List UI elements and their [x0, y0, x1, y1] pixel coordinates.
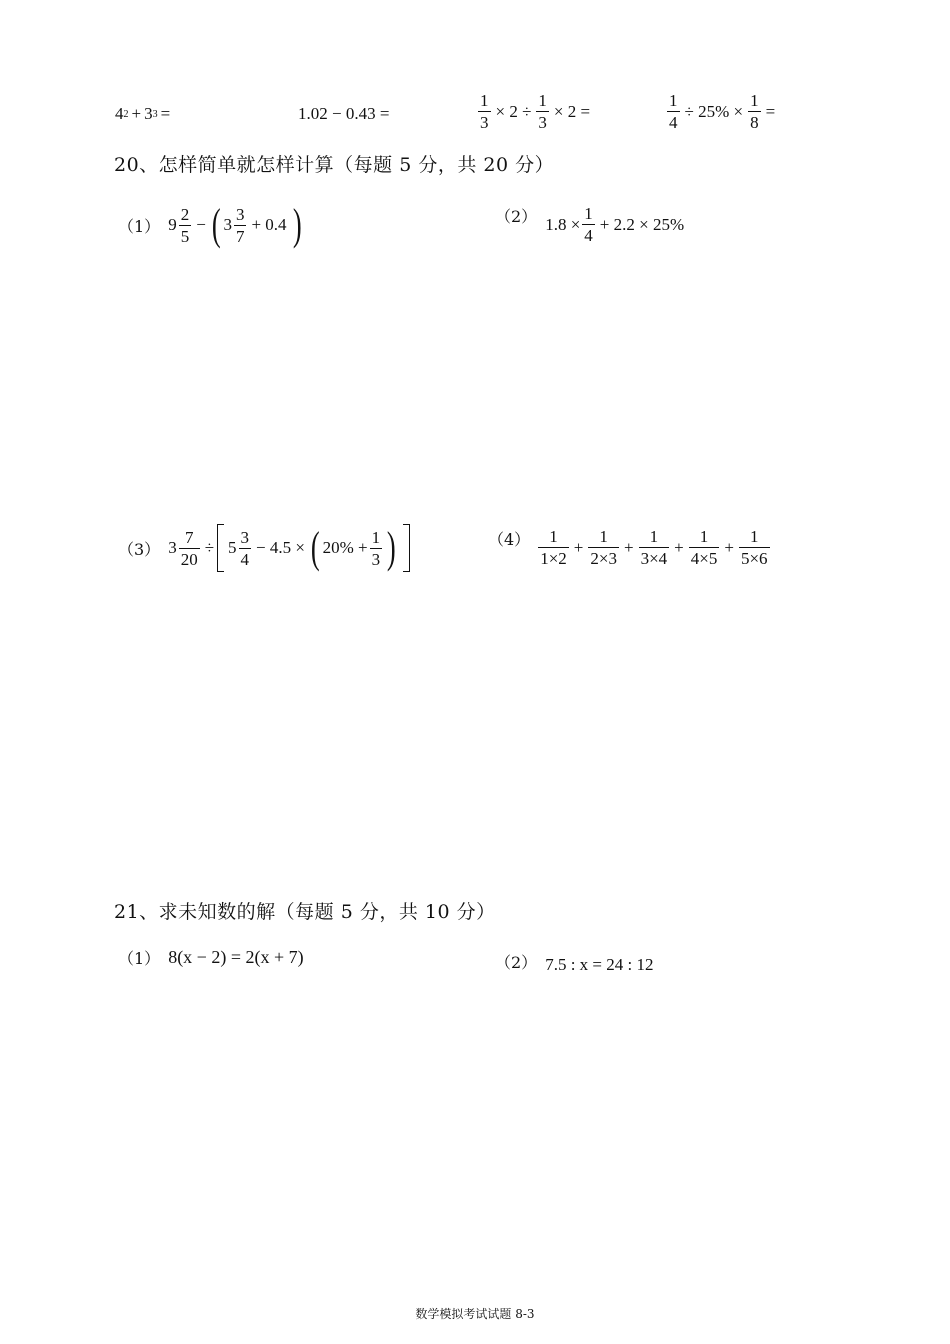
- problem-label: （3）: [118, 539, 161, 559]
- right-bracket: [403, 524, 410, 572]
- q20-problem-1: [118, 200, 304, 249]
- exponent-2: 3: [152, 108, 158, 120]
- fraction-term: $\frac{1}{5\times 6}$: [740, 527, 768, 568]
- calc-fraction-percent: [665, 92, 778, 131]
- equation: 7.5 : x = 24 : 12: [545, 955, 654, 974]
- fraction-term: $\frac{1}{4\times 5}$: [690, 527, 718, 568]
- calc-subtraction: 1.02 − 0.43 =: [298, 104, 390, 123]
- fraction: $\frac{3}{7}$: [235, 204, 245, 246]
- operators: ÷ 25% ×: [684, 101, 744, 121]
- equals-sign: =: [160, 104, 171, 123]
- fraction: $\frac{3}{4}$: [240, 527, 250, 569]
- q21-problem-1: [118, 946, 304, 969]
- fraction: $\frac{1}{3}$: [480, 91, 489, 132]
- fraction: $\frac{1}{3}$: [538, 91, 547, 132]
- fraction: $\frac{1}{8}$: [750, 91, 759, 132]
- problem-label: （2）: [495, 207, 538, 226]
- expression: 1.8 × $\frac{1}{4}$ + 2.2 × 25%: [545, 204, 685, 245]
- fraction: $\frac{1}{4}$: [584, 204, 593, 245]
- equation: 8(x − 2) = 2(x + 7): [168, 947, 304, 967]
- right-paren: ): [292, 200, 302, 249]
- problem-label: （1）: [118, 949, 161, 968]
- plus-sign: +: [131, 104, 142, 123]
- fraction: $\frac{1}{4}$: [669, 91, 678, 132]
- left-paren: (: [211, 200, 221, 249]
- expression: 3 $\frac{7}{20}$ ÷ 5 $\frac{3}{4}$ − 4.5 × ( 20% + $\frac{1}{3}$ ): [168, 524, 410, 572]
- expression: 9 $\frac{2}{5}$ − ( 3 $\frac{3}{7}$ + 0.4 ): [168, 200, 302, 249]
- page-footer: 数学模拟考试试题 8-3: [415, 1307, 535, 1321]
- calc-fraction-mult-div: [476, 92, 593, 131]
- plus-sign: +: [674, 537, 684, 557]
- fraction-term: $\frac{1}{1\times 2}$: [540, 527, 567, 568]
- left-paren: (: [310, 523, 320, 572]
- plus-sign: +: [573, 537, 584, 557]
- base-1: 4: [115, 104, 124, 123]
- problem-label: （2）: [495, 952, 538, 972]
- base-2: 3: [144, 104, 153, 123]
- fraction: $\frac{2}{5}$: [180, 204, 190, 246]
- q20-heading: 20、怎样简单就怎样计算（每题 5 分，共 20 分）: [114, 154, 555, 176]
- exponent-1: 2: [123, 108, 129, 120]
- q20-problem-4: [488, 528, 772, 567]
- q20-problem-2: [495, 205, 687, 244]
- fraction-term: $\frac{1}{2\times 3}$: [590, 527, 617, 568]
- operators: × 2 ÷: [495, 101, 532, 121]
- left-bracket: [217, 524, 224, 572]
- plus-sign: +: [623, 537, 634, 557]
- right-paren: ): [387, 523, 396, 572]
- expression: [536, 528, 771, 567]
- fraction: $\frac{1}{3}$: [371, 527, 381, 569]
- fraction-term: $\frac{1}{3\times 4}$: [640, 527, 668, 568]
- fraction: $\frac{7}{20}$: [180, 527, 198, 569]
- problem-label: （1）: [118, 216, 161, 236]
- plus-sign: +: [724, 537, 734, 557]
- calc-exponent: [115, 104, 173, 124]
- operators: × 2 =: [553, 101, 591, 121]
- equals-sign: =: [765, 101, 776, 121]
- q21-problem-2: [495, 947, 653, 975]
- q21-heading: 21、求未知数的解（每题 5 分，共 10 分）: [114, 901, 496, 923]
- q20-problem-3: [118, 524, 410, 572]
- problem-label: （4）: [488, 530, 531, 549]
